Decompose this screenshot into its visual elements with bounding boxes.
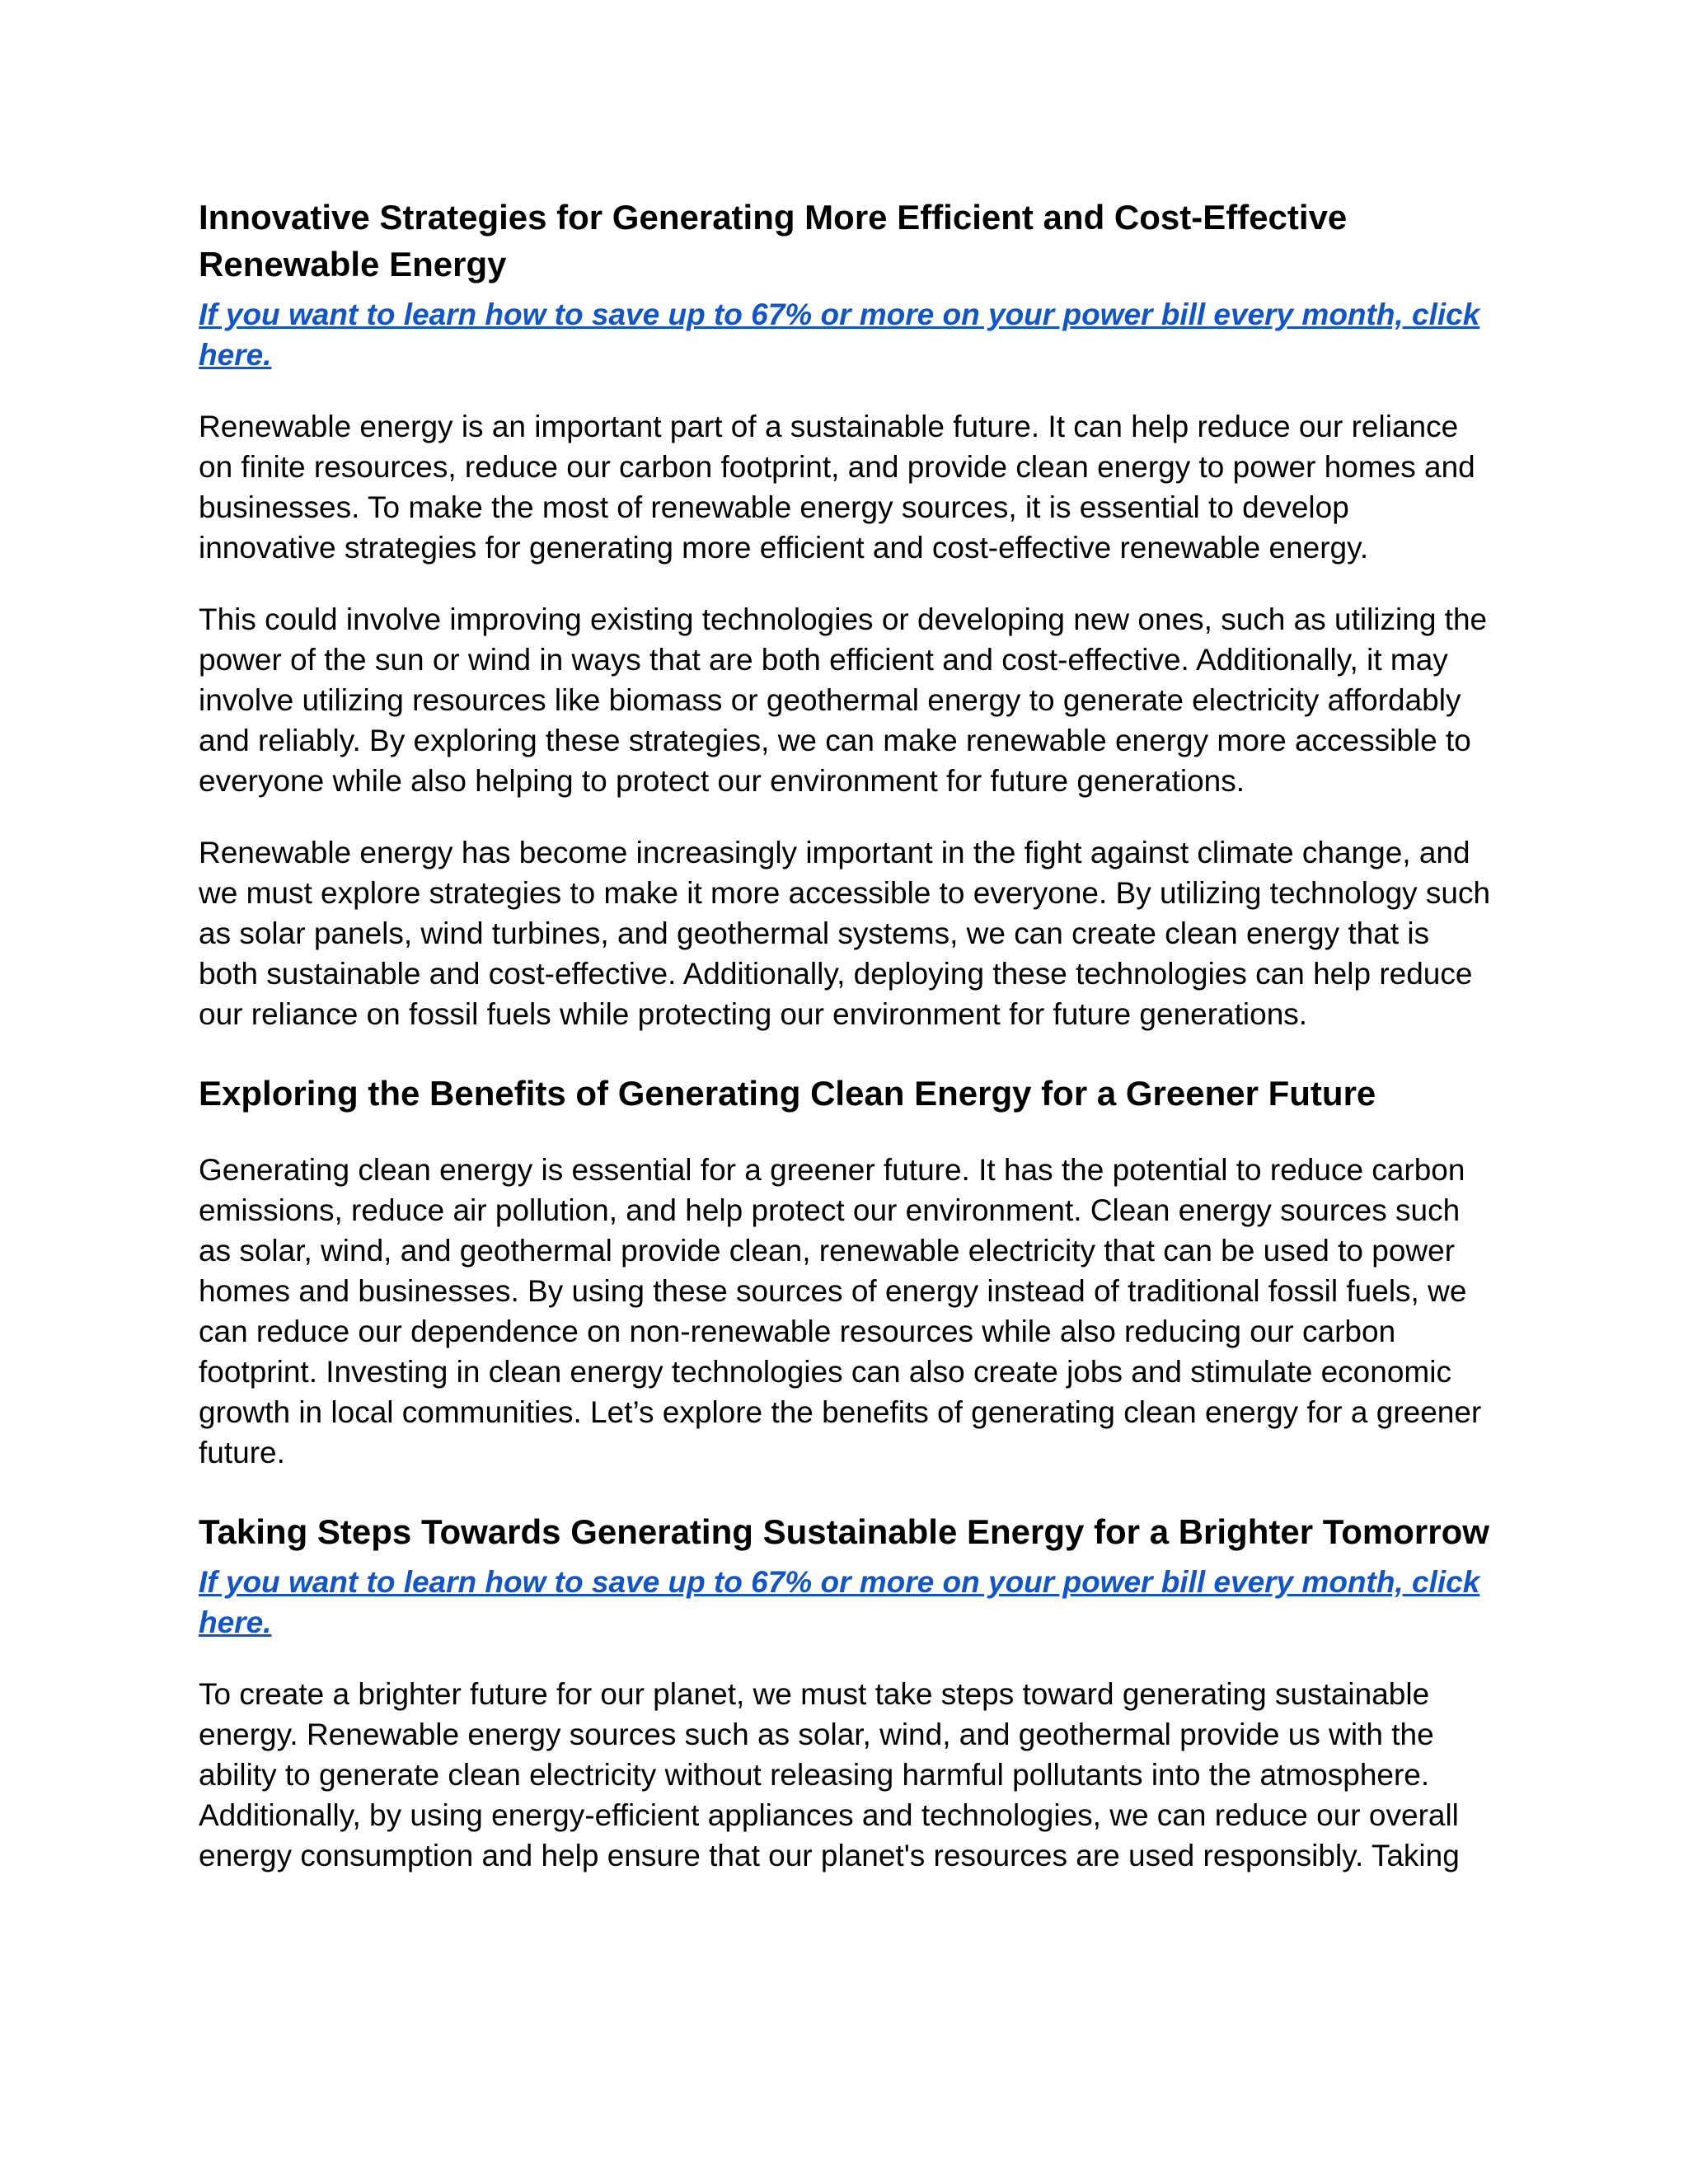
section-1-paragraph-2: This could involve improving existing technologies or developing new ones, such as utilizing the power of the sun or wind in ways that are both efficient and cost-effective. Additionally, it may involve utilizing resources like biomass or geothermal energy to generate electricity affordably and reliably. By exploring these strategies, we can make renewable energy more accessible to everyone while also helping to protect our environment for future generations. xyxy=(199,602,1488,798)
section-2-heading: Exploring the Benefits of Generating Clean Energy for a Greener Future xyxy=(199,1074,1376,1113)
section-1-paragraph-3: Renewable energy has become increasingly important in the fight against climate change, and we must explore strategies to make it more accessible to everyone. By utilizing technology such as solar panels, wind turbines, and geothermal systems, we can create clean energy that is both sustainable and cost-effective. Additionally, deploying these technologies can help reduce our reliance on fossil fuels while protecting our environment for future generations. xyxy=(199,836,1491,1031)
document-body xyxy=(199,194,1493,1876)
section-3-heading: Taking Steps Towards Generating Sustainable Energy for a Brighter Tomorrow xyxy=(199,1512,1489,1551)
section-1-paragraph-1: Renewable energy is an important part of a sustainable future. It can help reduce our reliance on finite resources, reduce our carbon footprint, and provide clean energy to power homes and businesses. To make the most of renewable energy sources, it is essential to develop innovative strategies for generating more efficient and cost-effective renewable energy. xyxy=(199,410,1475,565)
section-2-paragraph-1: Generating clean energy is essential for a greener future. It has the potential to reduce carbon emissions, reduce air pollution, and help protect our environment. Clean energy sources such as solar, wind, and geothermal provide clean, renewable electricity that can be used to power homes and businesses. By using these sources of energy instead of traditional fossil fuels, we can reduce our dependence on non-renewable resources while also reducing our carbon footprint. Investing in clean energy technologies can also create jobs and stimulate economic growth in local communities. Let’s explore the benefits of generating clean energy for a greener future. xyxy=(199,1153,1482,1469)
section-3-paragraph-1: To create a brighter future for our planet, we must take steps toward generating sustainable energy. Renewable energy sources such as solar, wind, and geothermal provide us with the ability to generate clean electricity without releasing harmful pollutants into the atmosphere. Additionally, by using energy-efficient appliances and technologies, we can reduce our overall energy consumption and help ensure that our planet's resources are used responsibly. Taking xyxy=(199,1677,1460,1872)
promo-link-2[interactable]: If you want to learn how to save up to 67% or more on your power bill every month, click here. xyxy=(199,1565,1480,1639)
section-1-heading: Innovative Strategies for Generating More Efficient and Cost-Effective Renewable Energy xyxy=(199,198,1348,284)
promo-link-1[interactable]: If you want to learn how to save up to 67% or more on your power bill every month, click here. xyxy=(199,298,1480,372)
